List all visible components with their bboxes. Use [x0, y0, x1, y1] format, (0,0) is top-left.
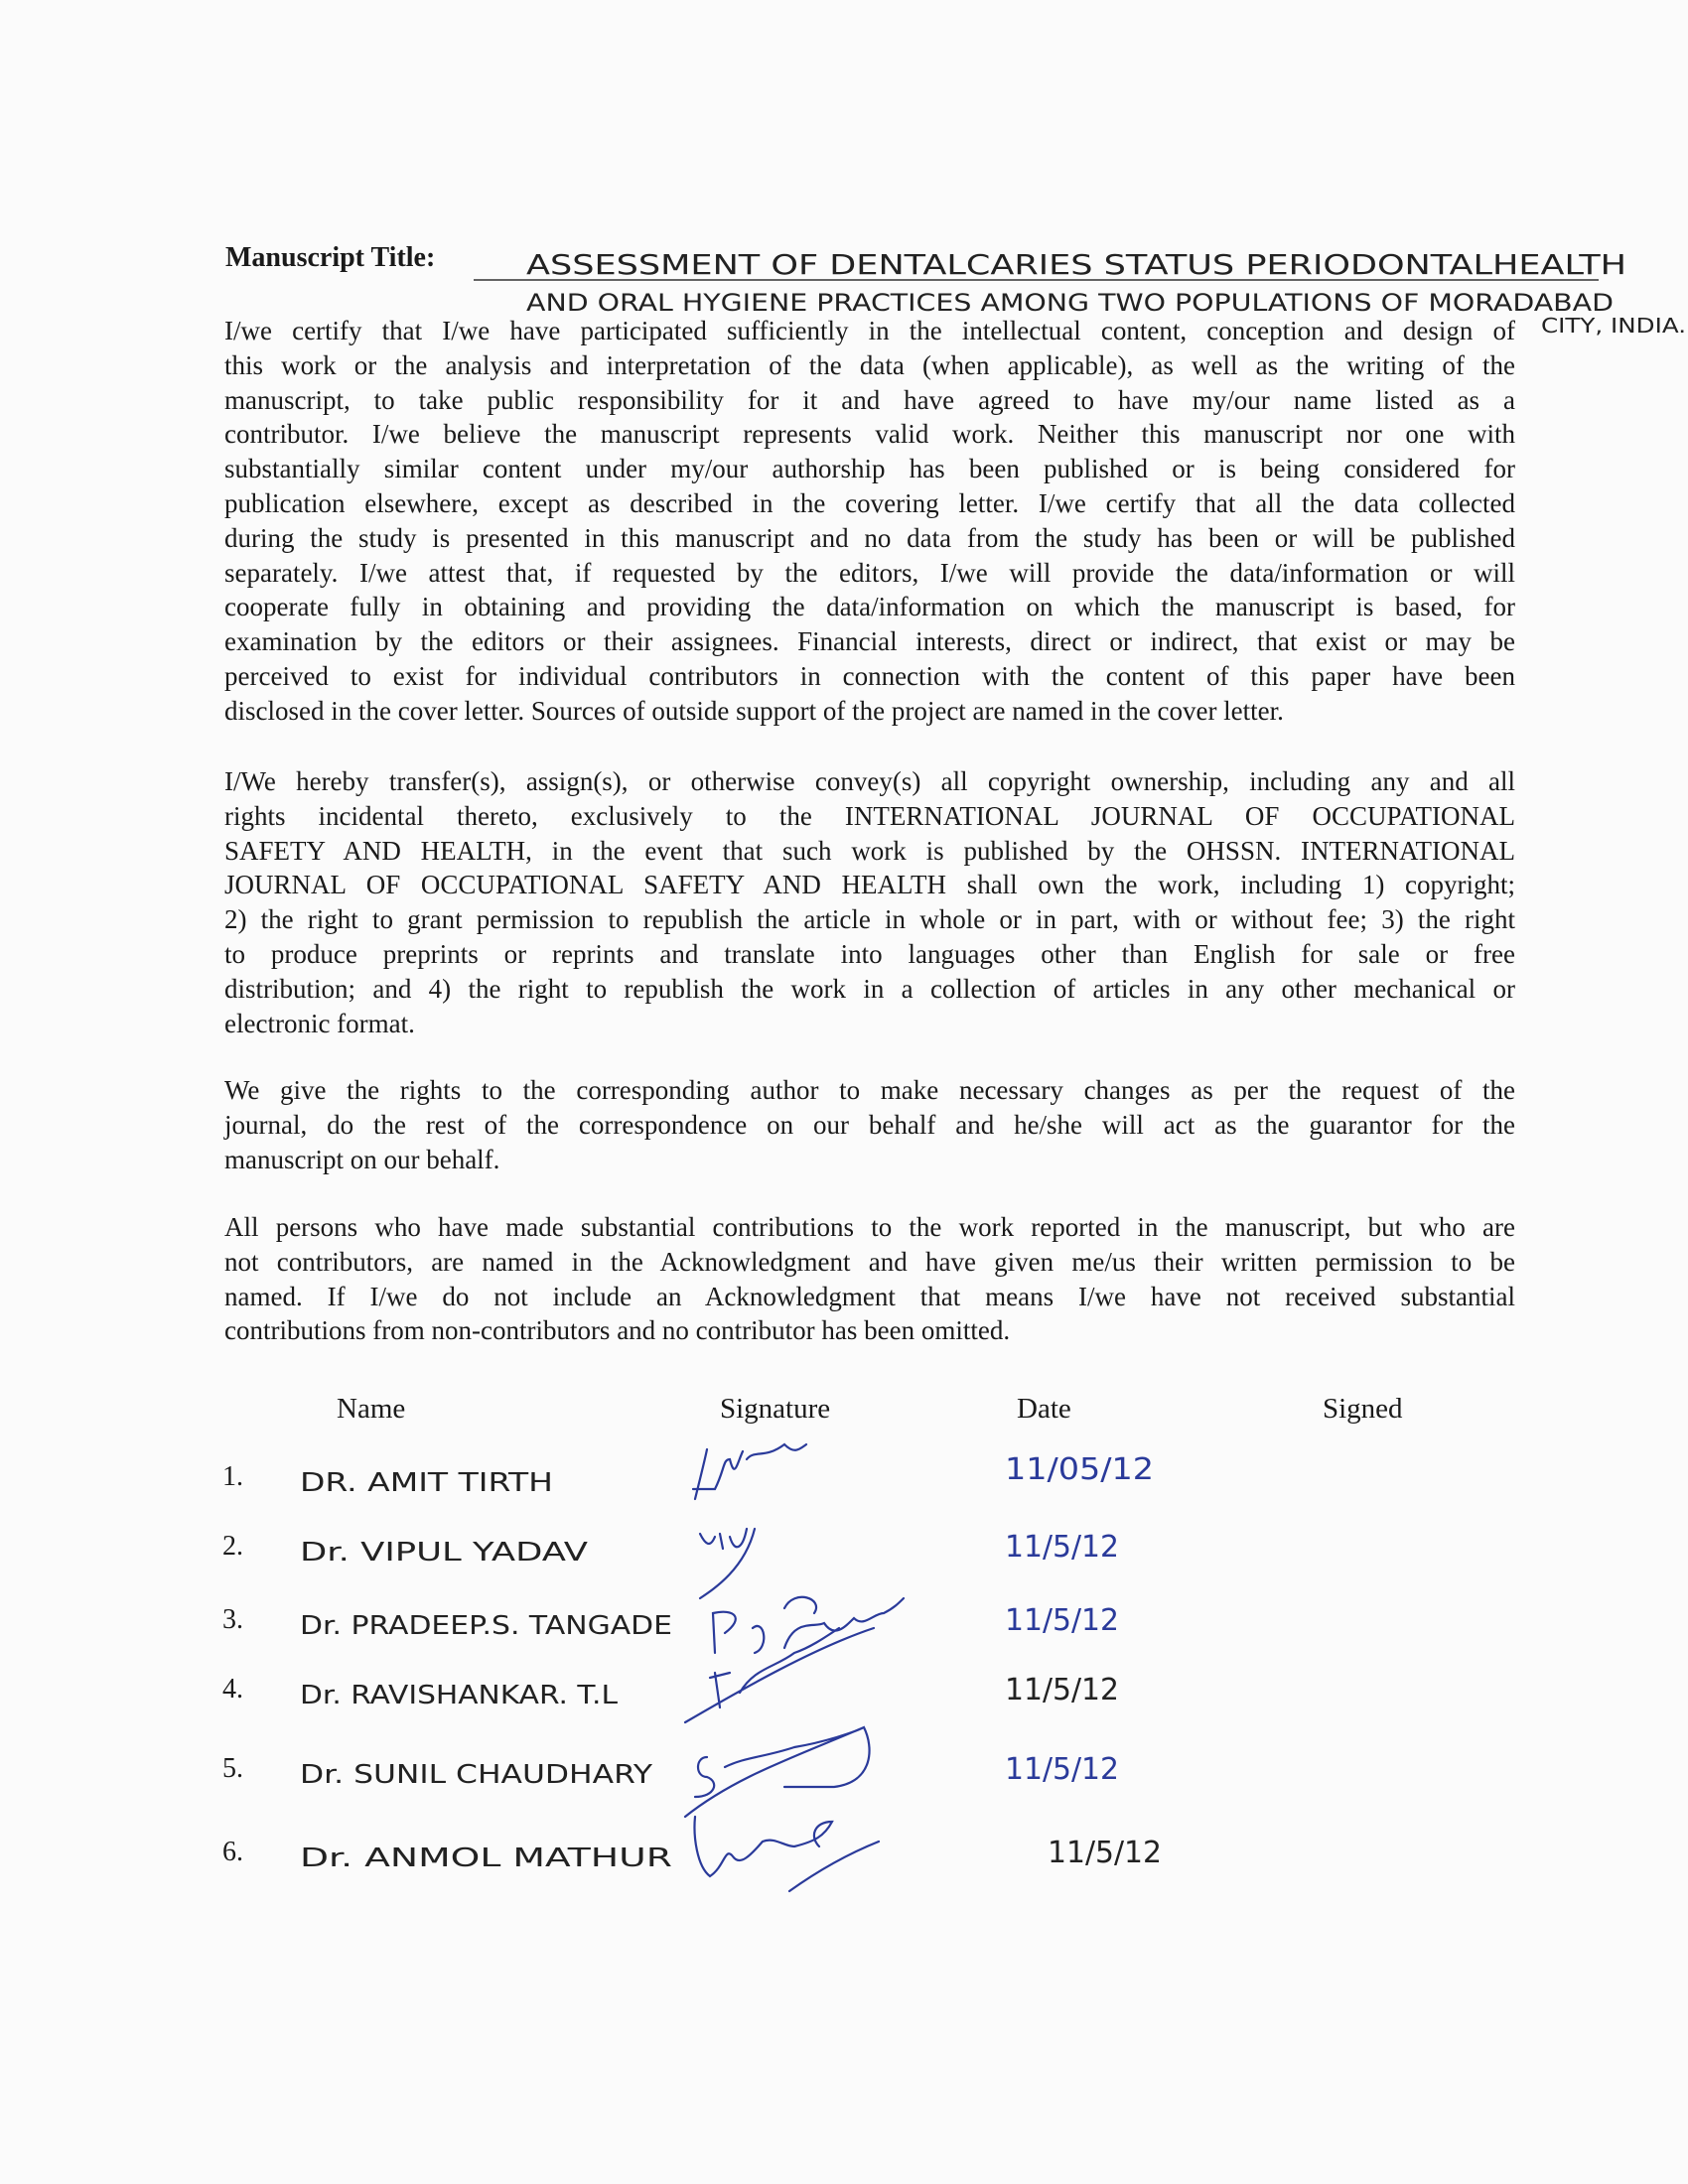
paragraph-line: perceived to exist for individual contributors in connection with the content of this paper have been [224, 660, 1515, 691]
paragraph-line: SAFETY AND HEALTH, in the event that such work is published by the OHSSN. INTERNATIONAL [224, 835, 1515, 866]
paragraph-line: 2) the right to grant permission to republish the article in whole or in part, with or without fee; 3) the right [224, 904, 1515, 935]
row-number: 2. [222, 1531, 243, 1562]
paragraph-line: I/we certify that I/we have participated sufficiently in the intellectual content, conception and design of [224, 316, 1515, 345]
paragraph-line: distribution; and 4) the right to republish the work in a collection of articles in any other mechanical or [224, 973, 1515, 1004]
paragraph-line: I/We hereby transfer(s), assign(s), or otherwise convey(s) all copyright ownership, including any and all [224, 766, 1515, 796]
signature-date: 11/5/12 [1005, 1673, 1119, 1707]
paragraph-line: electronic format. [224, 1008, 415, 1038]
paragraph-line: separately. I/we attest that, if requested by the editors, I/we will provide the data/information or will [224, 557, 1515, 588]
signature-date: 11/5/12 [1005, 1530, 1119, 1565]
contributor-name: Dr. PRADEEP.S. TANGADE [300, 1611, 672, 1641]
paragraph-line: during the study is presented in this manuscript and no data from the study has been or will be published [224, 522, 1515, 553]
signature-1 [693, 1444, 806, 1499]
signature-date: 11/5/12 [1048, 1836, 1162, 1870]
paragraph-line: disclosed in the cover letter. Sources of outside support of the project are named in the cover letter. [224, 695, 1284, 726]
signature-3 [713, 1597, 904, 1653]
paragraph-line: manuscript, to take public responsibility for it and have agreed to have my/our name listed as a [224, 384, 1515, 415]
paragraph-line: cooperate fully in obtaining and providing the data/information on which the manuscript is based, for [224, 592, 1515, 622]
header-signature: Signature [720, 1393, 831, 1425]
paragraph-line: contributor. I/we believe the manuscript represents valid work. Neither this manuscript nor one with [224, 419, 1515, 450]
signature-2 [700, 1529, 755, 1598]
paragraph-line: JOURNAL OF OCCUPATIONAL SAFETY AND HEALTH shall own the work, including 1) copyright; [224, 870, 1515, 900]
contributor-name: DR. AMIT TIRTH [300, 1468, 553, 1498]
signature-date: 11/05/12 [1005, 1452, 1154, 1487]
header-name: Name [337, 1393, 406, 1425]
row-number: 5. [222, 1753, 243, 1784]
signature-date: 11/5/12 [1005, 1603, 1119, 1638]
title-line-2: AND ORAL HYGIENE PRACTICES AMONG TWO POPULATIONS OF MORADABAD [526, 289, 1614, 317]
paragraph-line: to produce preprints or reprints and translate into languages other than English for sale or free [224, 938, 1515, 969]
paragraph-line: not contributors, are named in the Acknowledgment and have given me/us their written permission to be [224, 1246, 1515, 1277]
contributor-name: Dr. RAVISHANKAR. T.L [300, 1681, 619, 1710]
paragraph-line: named. If I/we do not include an Acknowledgment that means I/we have not received substantial [224, 1281, 1515, 1311]
row-number: 1. [222, 1461, 243, 1492]
contributor-name: Dr. SUNIL CHAUDHARY [300, 1760, 653, 1790]
paragraph-line: All persons who have made substantial contributions to the work reported in the manuscript, but who are [224, 1212, 1515, 1242]
signature-date: 11/5/12 [1005, 1752, 1119, 1787]
signature-6 [695, 1817, 879, 1891]
paragraph-line: this work or the analysis and interpretation of the data (when applicable), as well as the writing of the [224, 349, 1515, 380]
signature-5 [685, 1727, 870, 1817]
header-date: Date [1017, 1393, 1071, 1425]
paragraph-line: journal, do the rest of the correspondence on our behalf and he/she will act as the guarantor for the [224, 1109, 1515, 1140]
paragraph-line: examination by the editors or their assignees. Financial interests, direct or indirect, that exist or may be [224, 626, 1515, 657]
paragraph-line: rights incidental thereto, exclusively to the INTERNATIONAL JOURNAL OF OCCUPATIONAL [224, 800, 1515, 831]
paragraph-line: publication elsewhere, except as described in the covering letter. I/we certify that all the data collected [224, 487, 1515, 518]
contributor-name: Dr. VIPUL YADAV [300, 1538, 589, 1568]
row-number: 3. [222, 1604, 243, 1635]
paragraph-line: contributions from non-contributors and no contributor has been omitted. [224, 1315, 1011, 1346]
contributor-name: Dr. ANMOL MATHUR [300, 1843, 672, 1873]
paragraph-line: manuscript on our behalf. [224, 1144, 500, 1174]
title-line-3: CITY, INDIA. [1541, 314, 1686, 338]
paragraph-line: substantially similar content under my/our authorship has been published or is being considered for [224, 454, 1515, 484]
row-number: 4. [222, 1674, 243, 1705]
title-line-1: ASSESSMENT OF DENTALCARIES STATUS PERIODONTALHEALTH [526, 248, 1626, 281]
header-signed: Signed [1323, 1393, 1403, 1425]
manuscript-title-label: Manuscript Title: [225, 242, 436, 273]
paragraph-line: We give the rights to the corresponding author to make necessary changes as per the request of the [224, 1075, 1515, 1105]
row-number: 6. [222, 1837, 243, 1867]
